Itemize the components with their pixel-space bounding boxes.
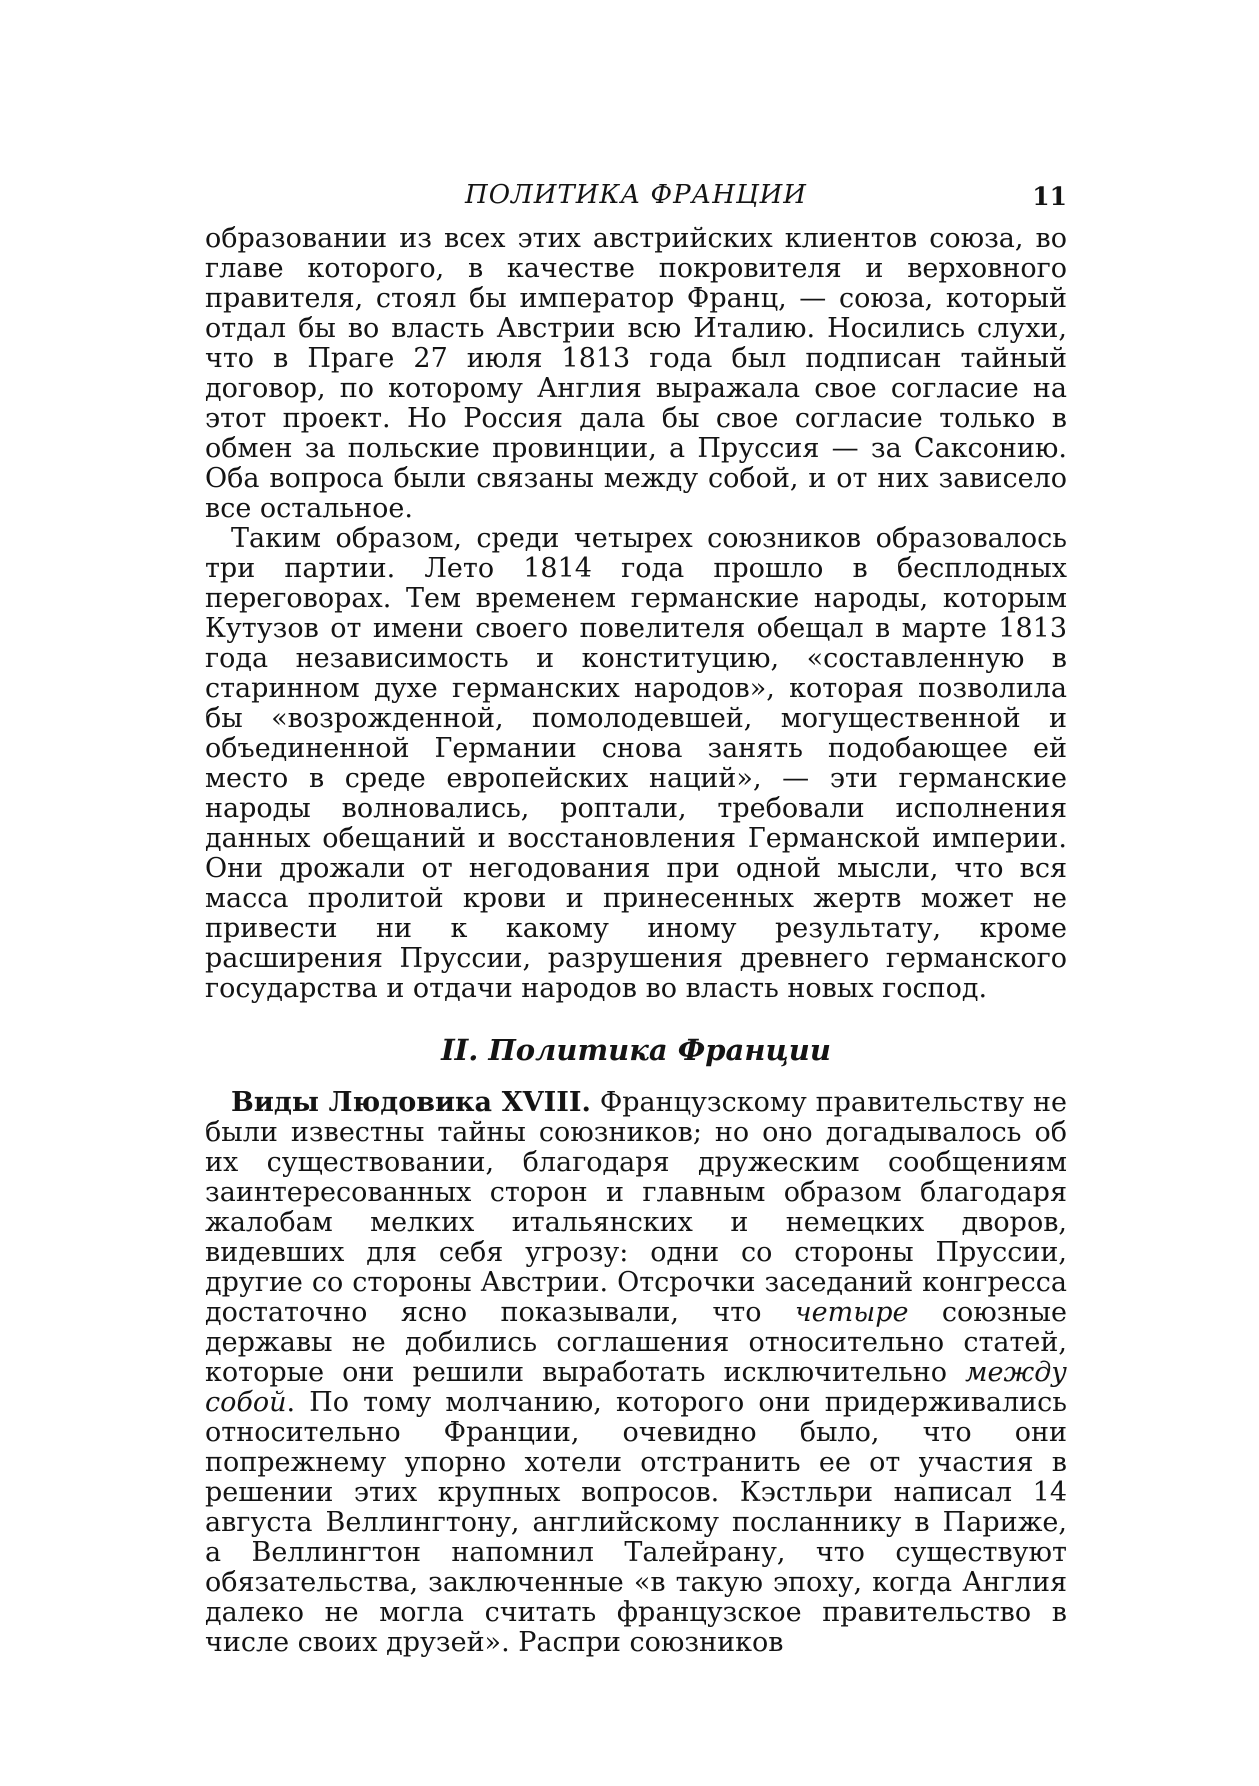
lead-term: Виды Людовика XVIII. (231, 1087, 591, 1118)
paragraph-three-parties: Таким образом, среди четырех союзников образовалось три партии. Лето 1814 года прошло в бесплодных переговорах. Тем временем германские народы, которым Кутузов от имени своего повелителя обещал в марте 1813 года независимость и конституцию, «составленную в старинном духе германских народов», которая позволила бы «возрожденной, помолодевшей, могущественной и объединенной Германии снова занять подобающее ей место в среде европейских наций», — эти германские народы волновались, роптали, требовали исполнения данных обещаний и восстановления Германской империи. Они дрожали от негодования при одной мысли, что вся масса пролитой крови и принесенных жертв может не привести ни к какому иному результату, кроме расширения Пруссии, разрушения древнего германского государства и отдачи народов во власть новых господ. (205, 523, 1067, 1004)
emphasis-four: четыре (794, 1297, 909, 1328)
paragraph-continuation: образовании из всех этих австрийских клиентов союза, во главе которого, в качестве покровителя и верховного правителя, стоял бы император Франц, — союза, который отдал бы во власть Австрии всю Италию. Носились слухи, что в Праге 27 июля 1813 года был подписан тайный договор, по которому Англия выражала свое согласие на этот проект. Но Россия дала бы свое согласие только в обмен за польские провинции, а Пруссия — за Саксонию. Оба вопроса были связаны между собой, и от них зависело все остальное. (205, 223, 1067, 524)
running-title: ПОЛИТИКА ФРАНЦИИ (465, 180, 807, 210)
running-head (205, 180, 1067, 216)
section-text-part2: союзные державы не добились соглашения относительно статей, которые они решили выработать исключительно (205, 1297, 1067, 1388)
section-text-part3: . По тому молчанию, которого они придерживались относительно Франции, очевидно было, что они попрежнему упорно хотели отстранить ее от участия в решении этих крупных вопросов. Кэстльри написал 14 августа Веллингтону, английскому посланнику в Париже, а Веллингтон напомнил Талейрану, что существуют обязательства, заключенные «в такую эпоху, когда Англия далеко не могла считать французское правительство в числе своих друзей». Распри союзников (205, 1387, 1067, 1658)
emphasis-between-themselves: между собой (205, 1357, 1067, 1418)
section-text-part1: Французскому правительству не были известны тайны союзников; но оно догадывалось об их существовании, благодаря дружеским сообщениям заинтересованных сторон и главным образом благодаря жалобам мелких итальянских и немецких дворов, видевших для себя угрозу: одни со стороны Пруссии, другие со стороны Австрии. Отсрочки заседаний конгресса достаточно ясно показывали, что (205, 1087, 1067, 1328)
book-page (205, 180, 1067, 1658)
paragraph-louis-xviii (205, 1088, 1067, 1658)
section-heading: II. Политика Франции (441, 1033, 831, 1067)
page-number: 11 (1032, 182, 1067, 211)
